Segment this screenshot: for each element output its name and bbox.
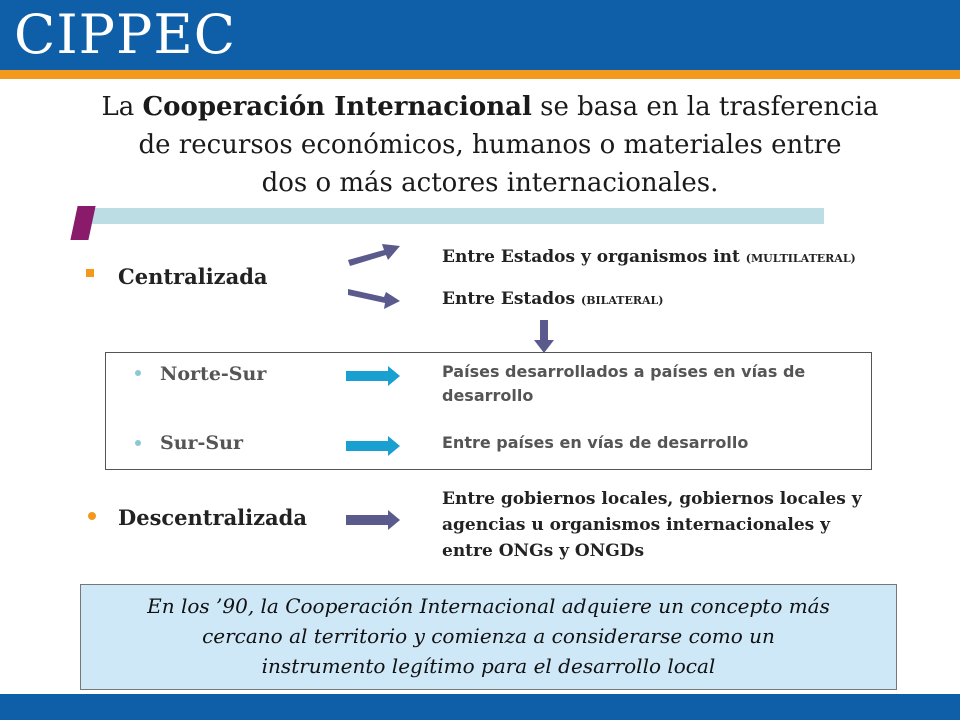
note-line3: instrumento legítimo para el desarrollo local: [261, 654, 716, 678]
norte-sur-label: Norte-Sur: [160, 363, 267, 385]
note-line2: cercano al territorio y comienza a considerarse como un: [202, 624, 775, 648]
teal-bullet: [135, 370, 141, 376]
arrow-down-icon: [534, 320, 554, 354]
note-line1: En los ’90, la Cooperación Internacional adquiere un concepto más: [147, 594, 830, 618]
norte-sur-desc: [442, 360, 805, 408]
header-stripe: [0, 70, 960, 79]
bilateral-text: [442, 289, 663, 309]
descentralizada-desc-line3: entre ONGs y ONGDs: [442, 541, 645, 561]
descentralizada-label: Descentralizada: [118, 505, 307, 530]
title-rest: se basa en la trasferencia: [531, 92, 879, 122]
slide-title: [60, 88, 920, 202]
teal-bullet: [135, 440, 141, 446]
arrow-up-right-icon: [344, 240, 404, 266]
accent-slash: [70, 206, 95, 240]
cippec-logo: CIPPEC: [14, 3, 237, 66]
norte-sur-desc-line1: Países desarrollados a países en vías de: [442, 362, 806, 381]
square-bullet: [86, 269, 94, 277]
arrow-right-teal-icon: [344, 436, 404, 456]
arrow-right-teal-icon: [344, 366, 404, 386]
title-line2: de recursos económicos, humanos o materiales entre: [138, 130, 842, 160]
norte-sur-desc-line2: desarrollo: [442, 386, 534, 405]
descentralizada-desc-line1: Entre gobiernos locales, gobiernos locales y: [442, 489, 862, 509]
note-box: [80, 584, 897, 690]
title-bold: Cooperación Internacional: [142, 92, 532, 122]
footer-bar: [0, 694, 960, 720]
title-prefix: La: [101, 92, 143, 122]
header-bar: [0, 0, 960, 70]
multilateral-text: [442, 247, 856, 267]
accent-bar: [80, 208, 824, 224]
descentralizada-desc-line2: agencias u organismos internacionales y: [442, 515, 831, 535]
arrow-right-icon: [344, 510, 404, 530]
sur-sur-desc: Entre países en vías de desarrollo: [442, 433, 749, 452]
multilateral-note: (MULTILATERAL): [745, 252, 856, 265]
descentralizada-desc: [442, 486, 862, 564]
centralizada-label: Centralizada: [118, 264, 268, 289]
bilateral-note: (BILATERAL): [580, 294, 664, 307]
orange-bullet: [88, 512, 96, 520]
multilateral-main: Entre Estados y organismos int: [442, 247, 746, 267]
title-line3: dos o más actores internacionales.: [261, 168, 719, 198]
arrow-down-right-icon: [344, 283, 404, 309]
bilateral-main: Entre Estados: [442, 289, 581, 309]
sur-sur-label: Sur-Sur: [160, 432, 243, 454]
